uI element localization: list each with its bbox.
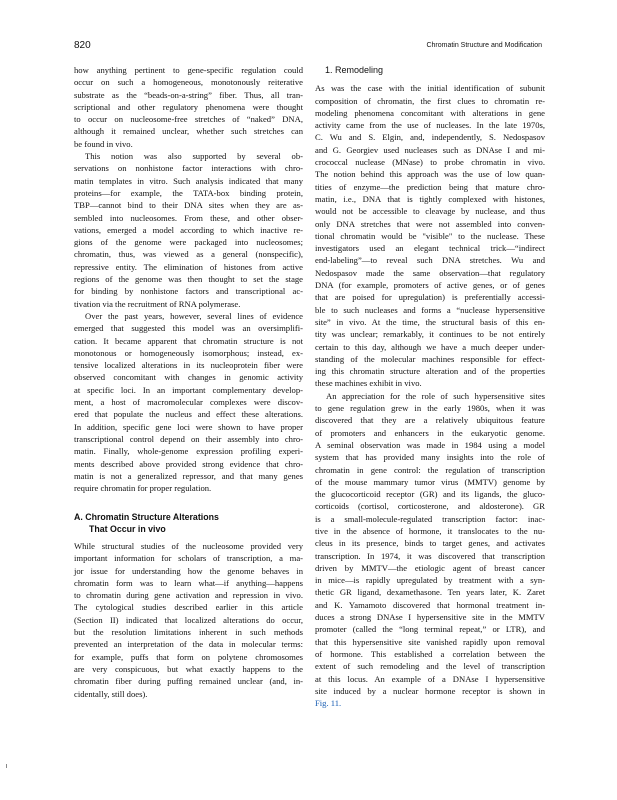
text-line: that are poised for upregulation) is preferentially accessi- bbox=[315, 292, 545, 303]
right-paragraph-2 bbox=[315, 390, 545, 710]
text-line: observed concomitant with changes in genomic activity bbox=[74, 372, 303, 383]
text-line: ered that populate the nucleus and effect these alterations. bbox=[74, 409, 303, 420]
text-line: although it remained unclear, whether such stretches can bbox=[74, 126, 303, 137]
text-line: site” in vivo. At the time, the structural basis of this en- bbox=[315, 316, 545, 327]
figure-reference-line bbox=[315, 697, 545, 709]
text-line: occur on such a homogeneous, monotonously reiterative bbox=[74, 77, 303, 88]
text-line: corticoids (cortisol, corticosterone, and aldosterone). GR bbox=[315, 501, 545, 512]
text-line: in mice—is rapidly upregulated by treatment with a syn- bbox=[315, 575, 545, 586]
text-line: servations on nonhistone factor interactions with chro- bbox=[74, 163, 303, 174]
subsection-heading: 1. Remodeling bbox=[325, 65, 384, 75]
text-line: ble to such nucleases and forms a “nuclease hypersensitive bbox=[315, 304, 545, 315]
text-line: to chromatin during gene activation and repression in vivo. bbox=[74, 590, 303, 601]
text-line: While structural studies of the nucleosome provided very bbox=[74, 541, 303, 551]
text-line: C. Wu and S. Elgin, and, independently, S. Nedospasov bbox=[315, 132, 545, 143]
left-paragraph-4 bbox=[74, 540, 303, 700]
text-line: is a small-molecule-regulated transcription factor: inac- bbox=[315, 513, 545, 524]
text-line: only DNA stretches that were not assembled into conven- bbox=[315, 218, 545, 229]
text-line: This notion was also supported by several ob- bbox=[85, 151, 303, 162]
text-line: tivation via the recruitment of RNA polymerase. bbox=[74, 298, 241, 309]
text-line: cation. It became apparent that chromatin structure is not bbox=[74, 335, 303, 346]
section-heading bbox=[74, 511, 303, 535]
text-line: composition of chromatin, the first clues to chromatin re- bbox=[315, 95, 545, 106]
text-line: matin is not a generalized repressor, and that many genes bbox=[74, 470, 303, 481]
text-line: tive in the absence of hormone, it translocates to the nu- bbox=[315, 525, 545, 536]
text-line: how anything pertinent to gene-specific regulation could bbox=[74, 65, 303, 75]
text-line: would not be accessible to cleavage by nuclease, and thus bbox=[315, 206, 545, 217]
text-line: of hormone. This established a correlation between the bbox=[315, 648, 545, 659]
text-line: Over the past years, however, several lines of evidence bbox=[85, 310, 303, 321]
text-line: at this locus. An example of a DNAse I hypersensitive bbox=[315, 673, 545, 684]
text-line: Nedospasov made the same observation—that regulatory bbox=[315, 267, 545, 278]
text-line: are very conspicuous, but what exactly happens to the bbox=[74, 663, 303, 674]
text-line: the glucocorticoid receptor (GR) and its ligands, the gluco- bbox=[315, 489, 545, 500]
text-line: promoter (called the “long terminal repeat,” or LTR), and bbox=[315, 624, 545, 635]
text-line: ing this chromatin structure alteration and of the properties bbox=[315, 366, 545, 377]
text-line: As was the case with the initial identification of subunit bbox=[315, 83, 545, 94]
text-line: at specific loci. In an important complementary develop- bbox=[74, 384, 303, 395]
text-line: emerged that suggested this model was an oversimplifi- bbox=[74, 323, 303, 334]
text-line: standing of the molecular machines responsible for effect- bbox=[315, 353, 545, 364]
text-line: substrate as the “beads-on-a-string” fiber. Thus, all tran- bbox=[74, 89, 303, 100]
text-line: (Section II) indicated that localized alterations do occur, bbox=[74, 614, 303, 625]
text-line: matin, i.e., DNA that is tightly complexed with histones, bbox=[315, 193, 545, 204]
text-line: An appreciation for the role of such hypersensitive sites bbox=[326, 390, 545, 401]
text-line: tensive localized alterations in its nucleoprotein fiber were bbox=[74, 360, 303, 371]
text-line: to gene regulation grew in the early 1980s, when it was bbox=[315, 403, 545, 414]
text-line: chromatin in gene control: the regulation of transcription bbox=[315, 464, 545, 475]
text-line: ments described above provided strong evidence that chro- bbox=[74, 458, 303, 469]
text-line: duces a strong DNAse I hypersensitive site in the MMTV bbox=[315, 612, 545, 623]
text-line: of the mouse mammary tumor virus (MMTV) genome by bbox=[315, 476, 545, 487]
text-line: modeling phenomena concomitant with alterations in gene bbox=[315, 107, 545, 118]
running-title: Chromatin Structure and Modification bbox=[426, 42, 542, 49]
text-line: matin templates in vitro. Such analysis indicated that many bbox=[74, 175, 303, 186]
text-line: important information for scholars of transcription, a ma- bbox=[74, 553, 303, 564]
page-number: 820 bbox=[74, 40, 91, 51]
text-line: and G. Georgiev used nucleases such as DNAse I and mi- bbox=[315, 144, 545, 155]
text-line: but the resolution limitations inherent in such methods bbox=[74, 627, 303, 638]
text-line: site induced by a nuclear hormone receptor is shown in bbox=[315, 685, 545, 696]
text-line: repressive entity. The elimination of histones from active bbox=[74, 261, 303, 272]
right-column bbox=[315, 64, 545, 709]
text-line: TBP—cannot bind to their DNA sites when they are as- bbox=[74, 200, 303, 211]
text-line: investigators used an elegant technical trick—“indirect bbox=[315, 243, 545, 254]
text-line: DNA (for example, promoters of active genes, or of genes bbox=[315, 280, 545, 291]
text-line: The notion behind this approach was the use of low quan- bbox=[315, 169, 545, 180]
text-line: chromatin form was to learn what—if anything—happens bbox=[74, 577, 303, 588]
text-line: end-labeling”—to reveal such DNA stretches. Wu and bbox=[315, 255, 545, 266]
text-line: system that has provided many insights into the role of bbox=[315, 452, 545, 463]
text-line: transcription. In 1974, it was discovered that transcription bbox=[315, 550, 545, 561]
text-line: sembled into nucleosomes. From these, and other obser- bbox=[74, 212, 303, 223]
text-line: activity came from the use of nucleases. In the late 1970s, bbox=[315, 120, 545, 131]
text-line: scriptional and other regulatory phenomena were thought bbox=[74, 101, 303, 112]
left-column-lower bbox=[74, 540, 303, 700]
text-line: In addition, specific gene loci were shown to have proper bbox=[74, 421, 303, 432]
left-paragraph-1 bbox=[74, 64, 303, 150]
left-paragraph-3 bbox=[74, 310, 303, 494]
text-line: cleus in its presence, binds to target genes, and activates bbox=[315, 538, 545, 549]
text-line: certain to this day, although we have a much deeper under- bbox=[315, 341, 545, 352]
text-line: to occur on nucleosome-free stretches of “naked” DNA, bbox=[74, 114, 303, 125]
text-line: gions of the genome were packaged into nucleosomes; bbox=[74, 237, 303, 248]
right-paragraph-1 bbox=[315, 82, 545, 389]
text-line: chromatin, thus, was viewed as a general (nonspecific), bbox=[74, 249, 303, 260]
section-heading-line-2: That Occur in vivo bbox=[89, 524, 166, 534]
text-line: tional chromatin would be "visible" to the nuclease. These bbox=[315, 230, 545, 241]
text-line: matin. Finally, whole-genome expression profiling experi- bbox=[74, 446, 303, 457]
text-line: ment, a host of macromolecular complexes were discov- bbox=[74, 397, 303, 408]
text-line: thetic GR ligand, dexamethasone. Ten years later, K. Zaret bbox=[315, 587, 545, 598]
text-line: driven by MMTV—the etiologic agent of breast cancer bbox=[315, 562, 545, 573]
text-line: of promoters and enhancers in the eukaryotic genome. bbox=[315, 427, 545, 438]
section-heading-line-1: A. Chromatin Structure Alterations bbox=[74, 512, 219, 522]
text-line: A seminal observation was made in 1984 using a model bbox=[315, 439, 545, 450]
left-paragraph-2 bbox=[74, 150, 303, 310]
text-line: vations, emerged a model according to which inactive re- bbox=[74, 224, 303, 235]
text-line: that this hypersensitive site vanished rapidly upon removal bbox=[315, 636, 545, 647]
text-line: require chromatin for proper regulation. bbox=[74, 483, 212, 494]
text-line: for example, puffs that form on polytene chromosomes bbox=[74, 651, 303, 662]
text-line: tities of enzyme—the prediction being that mature chro- bbox=[315, 181, 545, 192]
text-line: discovered that they are a relatively ubiquitous feature bbox=[315, 415, 545, 426]
text-line: cidentally, still does). bbox=[74, 688, 148, 699]
text-line: for binding by nonhistone factors and transcriptional ac- bbox=[74, 286, 303, 297]
text-line: tity was unclear; remarkably, it continues to be not entirely bbox=[315, 329, 545, 340]
text-line: proteins—for example, the TATA-box binding protein, bbox=[74, 187, 303, 198]
text-line: and K. Yamamoto discovered that hormonal treatment in- bbox=[315, 599, 545, 610]
text-line: crococcal nuclease (MNase) to probe chromatin in vivo. bbox=[315, 157, 545, 168]
text-line: chromatin fiber during puffing remained unclear (and, in- bbox=[74, 676, 303, 687]
text-line: transcriptional control depend on their assembly into chro- bbox=[74, 433, 303, 444]
text-line: extent of such remodeling and the level of transcription bbox=[315, 661, 545, 672]
text-line: these machines exhibit in vivo. bbox=[315, 378, 422, 389]
text-line: monotonous or homogeneously isomorphous; instead, ex- bbox=[74, 347, 303, 358]
left-column bbox=[74, 64, 303, 494]
text-line: The cytological studies described earlier in this article bbox=[74, 602, 303, 613]
text-line: be found in vivo. bbox=[74, 138, 133, 149]
text-line: jor issue for understanding how the genome behaves in bbox=[74, 565, 303, 576]
text-line: prevented an interpretation of the data in molecular terms: bbox=[74, 639, 303, 650]
scan-mark bbox=[6, 764, 7, 768]
text-line: regions of the genome was then thought to set the stage bbox=[74, 274, 303, 285]
figure-link[interactable]: Fig. 11. bbox=[315, 698, 342, 709]
